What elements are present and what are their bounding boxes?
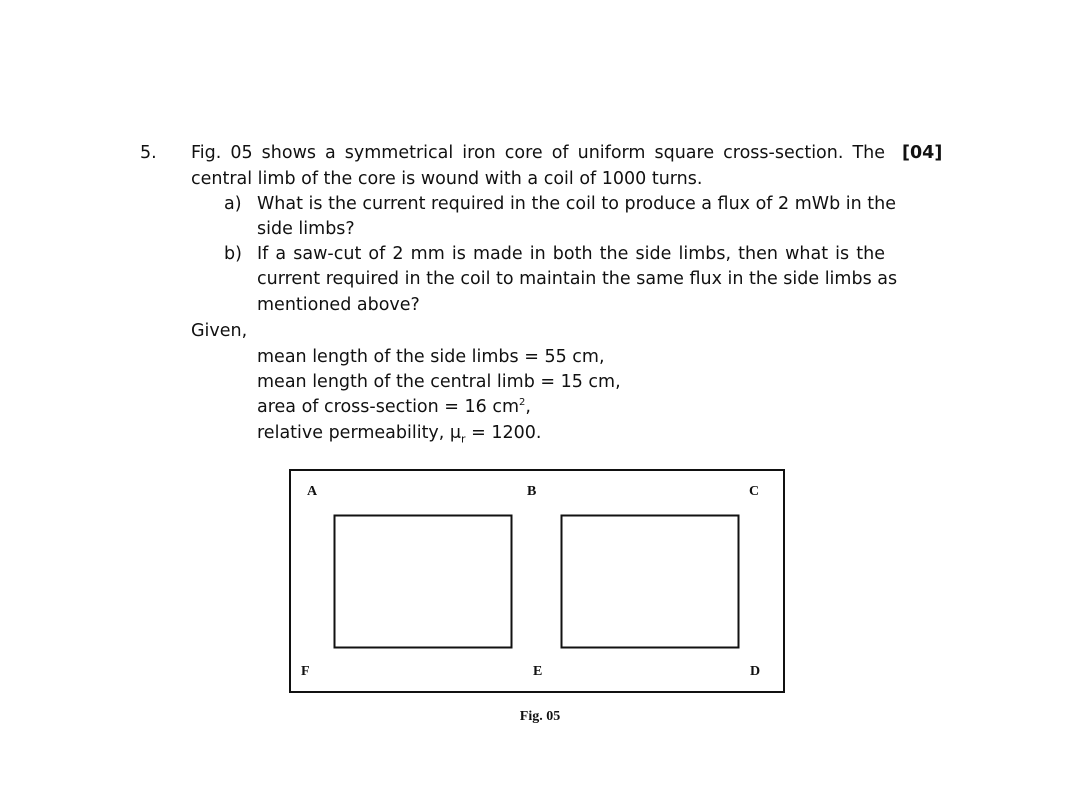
part-b-line-2: current required in the coil to maintain the same flux in the side limbs as — [257, 269, 898, 289]
corner-label-f: F — [301, 664, 310, 679]
core-right-window — [562, 516, 739, 648]
corner-label-d: D — [750, 664, 761, 679]
question-line-1: Fig. 05 shows a symmetrical iron core of uniform square cross-section. The — [191, 143, 885, 163]
corner-label-b: B — [527, 484, 537, 499]
figure-caption: Fig. 05 — [519, 709, 561, 724]
part-a-line-2: side limbs? — [257, 219, 355, 239]
part-a-line-1: What is the current required in the coil to produce a flux of 2 mWb in the — [257, 194, 896, 214]
given-central-limb: mean length of the central limb = 15 cm, — [257, 372, 621, 392]
given-area — [257, 394, 531, 420]
corner-label-c: C — [749, 484, 760, 499]
marks-label: [04] — [902, 143, 943, 163]
part-a-label: a) — [224, 194, 242, 214]
part-b-line-1: If a saw-cut of 2 mm is made in both the side limbs, then what is the — [257, 244, 885, 264]
given-perm-text: relative permeability, μ — [257, 423, 462, 443]
core-outer-outline — [290, 470, 784, 692]
given-area-end: , — [525, 397, 531, 417]
part-b-line-3: mentioned above? — [257, 295, 420, 315]
given-permeability — [257, 420, 541, 446]
given-perm-subscript: r — [461, 432, 466, 446]
question-line-2: central limb of the core is wound with a coil of 1000 turns. — [191, 169, 703, 189]
given-perm-end: = 1200. — [465, 423, 542, 443]
part-b-label: b) — [224, 244, 242, 264]
corner-label-e: E — [533, 664, 543, 679]
given-area-text: area of cross-section = 16 cm — [257, 397, 520, 417]
question-number: 5. — [140, 143, 157, 163]
given-area-exponent: 2 — [519, 397, 526, 409]
core-left-window — [335, 516, 512, 648]
given-label: Given, — [191, 321, 248, 341]
given-side-limbs: mean length of the side limbs = 55 cm, — [257, 347, 605, 367]
corner-label-a: A — [307, 484, 318, 499]
iron-core-diagram — [289, 469, 785, 693]
iron-core-figure — [289, 469, 785, 693]
